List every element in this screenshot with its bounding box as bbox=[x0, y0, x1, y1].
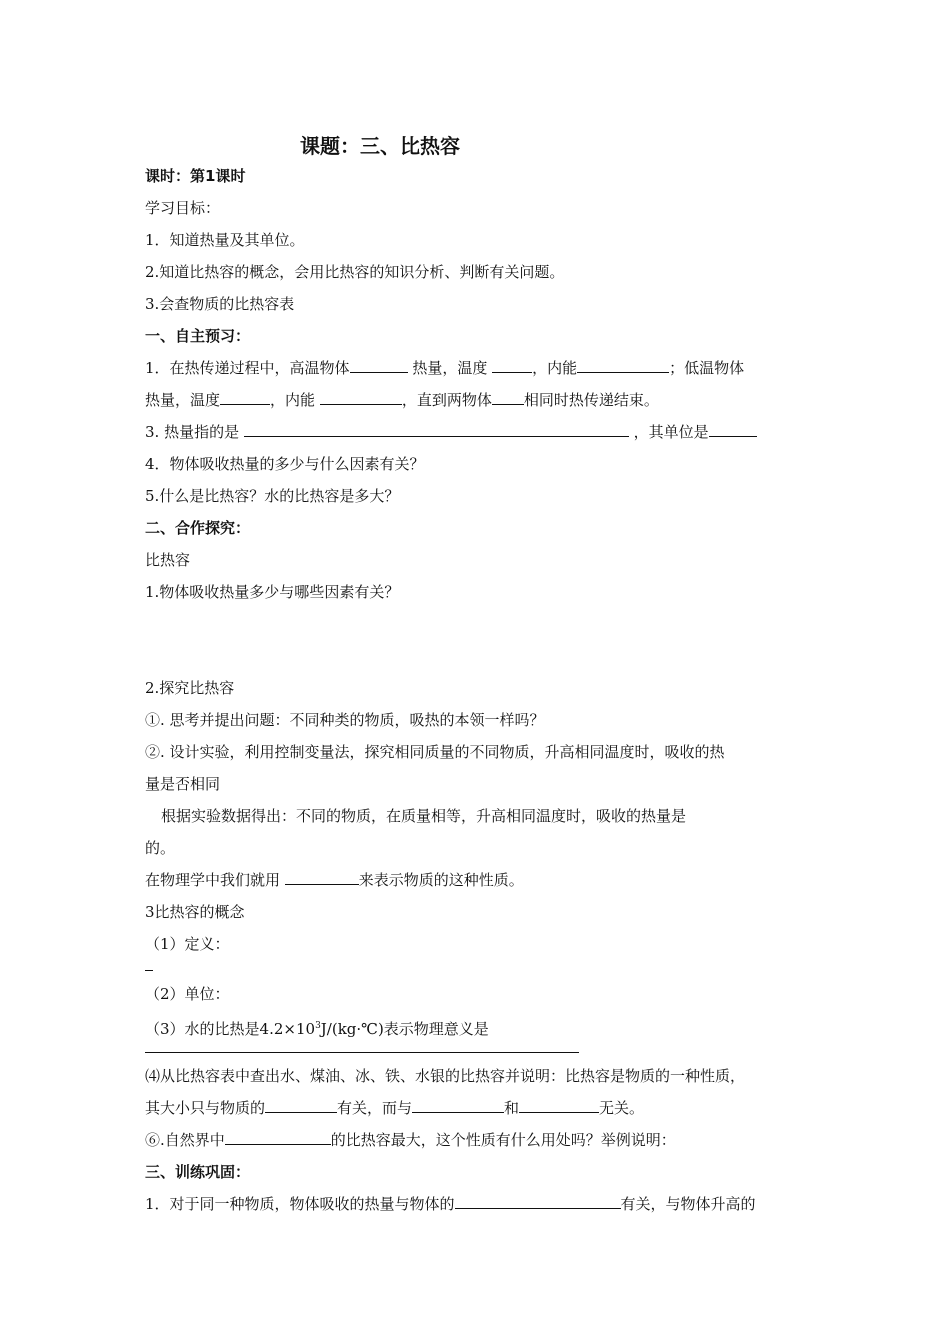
blank[interactable] bbox=[577, 358, 669, 373]
blank[interactable] bbox=[519, 1098, 599, 1113]
lesson-period: 课时：第1课时 bbox=[145, 167, 246, 185]
section-heading-practice: 三、训练巩固： bbox=[145, 1163, 251, 1181]
blank[interactable] bbox=[350, 358, 408, 373]
practice-1: 1．对于同一种物质，物体吸收的热量与物体的 有关，与物体升高的 bbox=[145, 1195, 756, 1213]
explore-3-definition: （1）定义： bbox=[145, 935, 230, 953]
blank[interactable] bbox=[244, 422, 629, 437]
page-title: 课题：三、比热容 bbox=[300, 134, 460, 158]
section-heading-explore: 二、合作探究： bbox=[145, 519, 251, 537]
explore-2c-line-1: 根据实验数据得出：不同的物质，在质量相等，升高相同温度时，吸收的热量是 bbox=[161, 807, 687, 825]
question-3: 3. 热量指的是 ，其单位是 bbox=[145, 422, 757, 442]
explore-3-water: （3）水的比热是$4.2\times 10^3J/(kg\cdot℃)$表示物理意义是 bbox=[145, 1020, 489, 1038]
explore-4-line-2: 其大小只与物质的 有关，而与 和 无关。 bbox=[145, 1099, 645, 1117]
explore-3-unit: （2）单位： bbox=[145, 985, 230, 1003]
objective-2: 2.知道比热容的概念，会用比热容的知识分析、判断有关问题。 bbox=[145, 263, 565, 281]
objective-1: 1．知道热量及其单位。 bbox=[145, 231, 305, 249]
explore-2c-line-2: 的。 bbox=[145, 839, 176, 857]
explore-3: 3比热容的概念 bbox=[145, 903, 245, 921]
question-1-line-2: 热量，温度 ，内能 ，直到两物体 相同时热传递结束。 bbox=[145, 391, 659, 409]
explore-6: ⑥.自然界中 的比热容最大，这个性质有什么用处吗？举例说明： bbox=[145, 1131, 676, 1149]
blank[interactable] bbox=[412, 1098, 504, 1113]
question-1-line-1: 1．在热传递过程中，高温物体 热量，温度 ，内能 ；低温物体 bbox=[145, 359, 745, 377]
question-5: 5.什么是比热容？水的比热容是多大？ bbox=[145, 487, 400, 505]
explore-2a: ①. 思考并提出问题：不同种类的物质，吸热的本领一样吗？ bbox=[145, 711, 545, 729]
topic-label: 比热容 bbox=[145, 551, 191, 569]
explore-1: 1.物体吸收热量多少与哪些因素有关？ bbox=[145, 583, 400, 601]
blank[interactable] bbox=[320, 390, 402, 405]
explore-2: 2.探究比热容 bbox=[145, 679, 235, 697]
explore-2b-line-1: ②. 设计实验，利用控制变量法，探究相同质量的不同物质，升高相同温度时，吸收的热 bbox=[145, 743, 725, 761]
definition-blank[interactable] bbox=[145, 970, 153, 971]
blank[interactable] bbox=[220, 390, 270, 405]
blank[interactable] bbox=[455, 1194, 621, 1209]
blank[interactable] bbox=[492, 390, 524, 405]
question-4: 4．物体吸收热量的多少与什么因素有关？ bbox=[145, 455, 425, 473]
explore-2d: 在物理学中我们就用 来表示物质的这种性质。 bbox=[145, 871, 524, 889]
blank[interactable] bbox=[285, 870, 359, 885]
blank[interactable] bbox=[709, 422, 757, 437]
explore-2b-line-2: 量是否相同 bbox=[145, 775, 221, 793]
blank[interactable] bbox=[265, 1098, 337, 1113]
blank[interactable] bbox=[492, 358, 532, 373]
objectives-label: 学习目标： bbox=[145, 199, 221, 217]
explore-4-line-1: ⑷从比热容表中查出水、煤油、冰、铁、水银的比热容并说明：比热容是物质的一种性质， bbox=[145, 1067, 746, 1085]
blank[interactable] bbox=[225, 1130, 331, 1145]
meaning-blank[interactable] bbox=[145, 1052, 579, 1053]
section-heading-preview: 一、自主预习： bbox=[145, 327, 251, 345]
objective-3: 3.会查物质的比热容表 bbox=[145, 295, 295, 313]
